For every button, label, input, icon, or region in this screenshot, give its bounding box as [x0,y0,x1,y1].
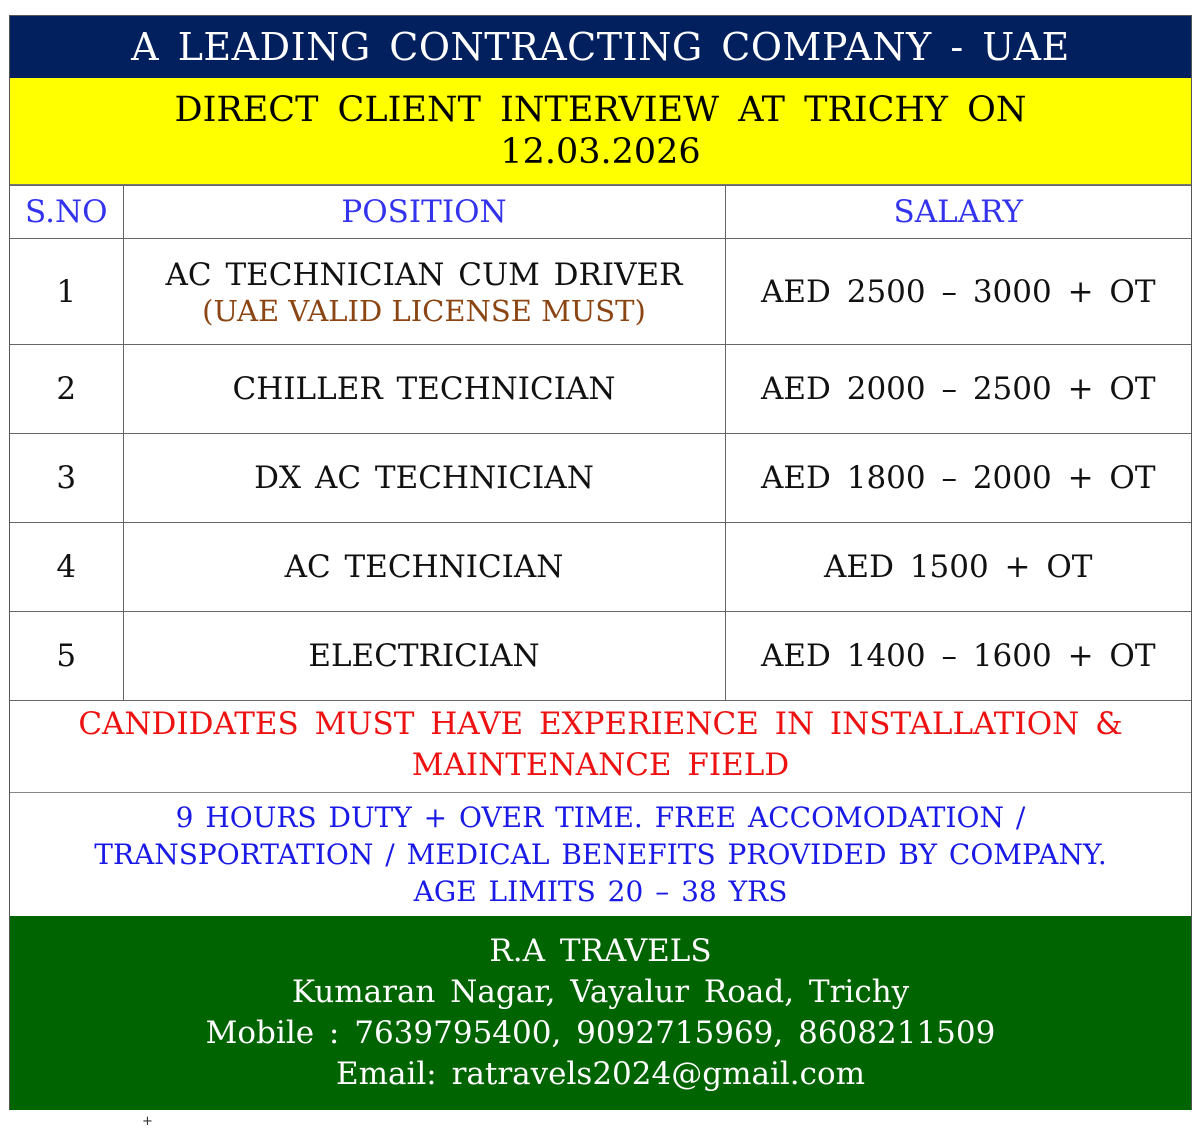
row-sno: 2 [10,345,123,434]
positions-table [10,185,1191,701]
company-title-banner [10,16,1191,78]
row-salary: AED 2000 – 2500 + OT [725,345,1191,434]
agency-email: Email: ratravels2024@gmail.com [335,1056,866,1092]
job-poster [9,15,1192,1110]
row-position [123,523,725,612]
table-row [10,345,1191,434]
interview-line: DIRECT CLIENT INTERVIEW AT TRICHY ON [174,90,1027,130]
agency-name: R.A TRAVELS [489,933,712,969]
position-title: AC TECHNICIAN [284,549,564,585]
header-salary: SALARY [725,186,1191,239]
plus-icon: + [142,1114,153,1129]
position-title: AC TECHNICIAN CUM DRIVER [165,256,683,293]
interview-date: 12.03.2026 [500,132,701,172]
row-position [123,434,725,523]
row-salary: AED 2500 – 3000 + OT [725,239,1191,345]
table-row [10,523,1191,612]
benefits-line: 9 HOURS DUTY + OVER TIME. FREE ACCOMODATION / [175,801,1026,834]
header-position: POSITION [123,186,725,239]
contact-section [10,916,1191,1110]
row-salary: AED 1500 + OT [725,523,1191,612]
agency-mobile: Mobile : 7639795400, 9092715969, 8608211509 [205,1015,996,1051]
requirement-line: MAINTENANCE FIELD [411,747,790,783]
position-title: ELECTRICIAN [308,638,540,674]
table-header-row [10,186,1191,239]
age-limit: AGE LIMITS 20 – 38 YRS [413,875,788,908]
position-note: (UAE VALID LICENSE MUST) [202,293,646,328]
row-position [123,239,725,345]
row-salary: AED 1800 – 2000 + OT [725,434,1191,523]
agency-address: Kumaran Nagar, Vayalur Road, Trichy [291,974,910,1010]
interview-banner [10,78,1191,185]
requirement-line: CANDIDATES MUST HAVE EXPERIENCE IN INSTALLATION & [78,706,1123,742]
table-row [10,239,1191,345]
header-sno: S.NO [10,186,123,239]
position-title: DX AC TECHNICIAN [254,460,594,496]
table-row [10,612,1191,701]
row-sno: 3 [10,434,123,523]
experience-requirement [10,698,1191,793]
row-sno: 1 [10,239,123,345]
row-sno: 4 [10,523,123,612]
row-position [123,345,725,434]
benefits-line: TRANSPORTATION / MEDICAL BENEFITS PROVIDED BY COMPANY. [94,838,1107,871]
benefits-section [10,793,1191,916]
row-sno: 5 [10,612,123,701]
company-title: A LEADING CONTRACTING COMPANY - UAE [131,25,1070,69]
table-row [10,434,1191,523]
row-salary: AED 1400 – 1600 + OT [725,612,1191,701]
position-title: CHILLER TECHNICIAN [232,371,616,407]
row-position [123,612,725,701]
